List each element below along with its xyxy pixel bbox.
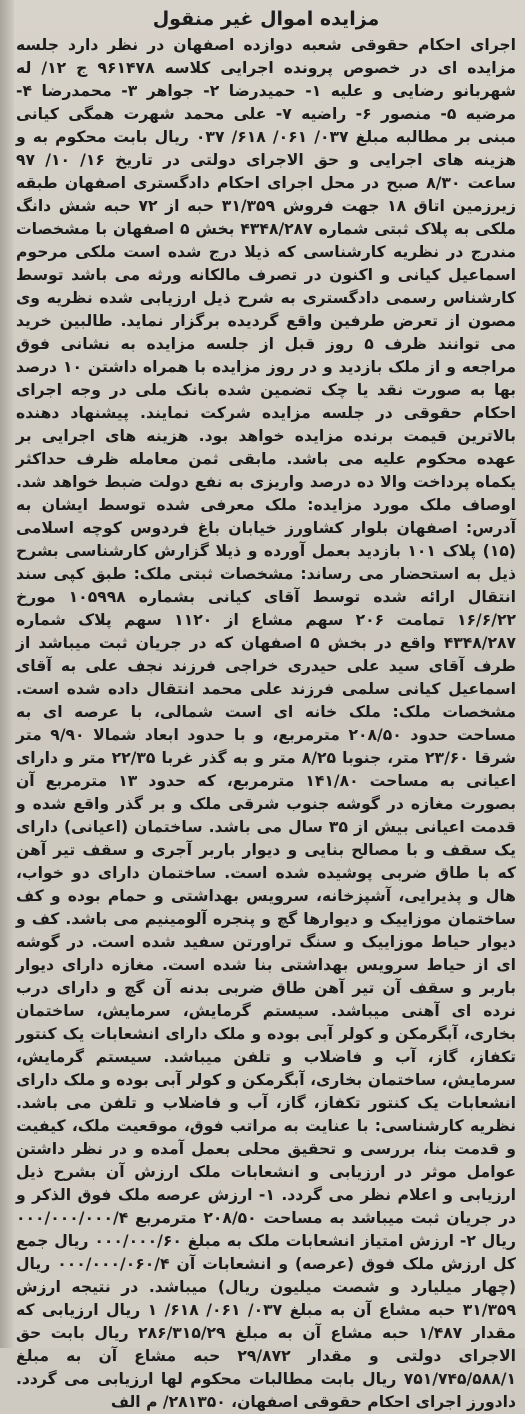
page-edge-shadow (0, 0, 14, 1348)
notice-body: اجرای احکام حقوقی شعبه دوازده اصفهان در نظر دارد جلسه مزایده ای در خصوص پرونده اجرایی کلاسه ۹۶۱۴۷۸ ج ۱۲/ له شهربانو رضایی و علیه ۱- حمیدرضا ۲- جواهر ۳- محمدرضا ۴- مرضیه ۵- منصور ۶- راضیه ۷- علی محمد شهرت همگی کیانی مبنی بر مطالبه مبلغ ۰۳۷/ ۰۶۱/ ۶۱۸/ ۰۳۷ ریال بابت محکوم به و هزینه های اجرایی و حق الاجرای دولتی در تاریخ ۱۶/ ۱۰/ ۹۷ ساعت ۸/۳۰ صبح در محل اجرای احکام دادگستری اصفهان طبقه زیرزمین اتاق ۱۸ جهت فروش ۳۱/۳۵۹ حبه از ۷۲ حبه شش دانگ ملکی به پلاک ثبتی شماره ۴۳۴۸/۲۸۷ بخش ۵ اصفهان با مشخصات مندرج در نظریه کارشناسی که ذیلا درج شده است ملکی مرحوم اسماعیل کیانی و اکنون در تصرف مالکانه ورثه می باشد توسط کارشناس رسمی دادگستری به شرح ذیل ارزیابی شده نظریه وی مصون از تعرض طرفین واقع گردیده برگزار نماید. طالبین خرید می توانند ظرف ۵ روز قبل از جلسه مزایده به نشانی فوق مراجعه و از ملک بازدید و در روز مزایده با همراه داشتن ۱۰ درصد بها به صورت نقد یا چک تضمین شده بانک ملی در وجه اجرای احکام حقوقی در جلسه مزایده شرکت نمایند. پیشنهاد دهنده بالاترین قیمت برنده مزایده خواهد بود. هزینه های اجرایی بر عهده محکوم علیه می باشد. مابقی ثمن معامله ظرف حداکثر یکماه پرداخت والا ده درصد واریزی به نفع دولت ضبط خواهد شد. اوصاف ملک مورد مزایده: ملک معرفی شده توسط ایشان به آدرس: اصفهان بلوار کشاورز خیابان باغ فردوس کوچه اسلامی (۱۵) پلاک ۱۰۱ بازدید بعمل آورده و ذیلا گزارش کارشناسی بشرح ذیل به استحضار می رساند: مشخصات ثبتی ملک: طبق کپی سند انتقال ارائه شده توسط آقای کیانی بشماره ۱۰۵۹۹۸ مورخ ۱۶/۶/۲۲ تمامت ۲۰۶ سهم مشاع از ۱۱۲۰ سهم پلاک شماره ۴۳۴۸/۲۸۷ واقع در بخش ۵ اصفهان که در جریان ثبت میباشد از طرف آقای سید علی حیدری خراجی فرزند نجف علی به آقای اسماعیل کیانی سلمی فرزند علی محمد انتقال داده شده است. مشخصات ملک: ملک خانه ای است شمالی، با عرصه ای به مساحت حدود ۲۰۸/۵۰ مترمربع، و با حدود ابعاد شمالا ۹/۹۰ متر شرقا ۲۳/۶۰ متر، جنوبا ۸/۲۵ متر و به گذر غربا ۲۲/۳۵ متر و دارای اعیانی به مساحت ۱۴۱/۸۰ مترمربع، که حدود ۱۳ مترمربع آن بصورت مغازه در گوشه جنوب شرقی ملک و بر گذر واقع شده و قدمت اعیانی بیش از ۳۵ سال می باشد. ساختمان (اعیانی) دارای یک سقف و با مصالح بنایی و دیوار باربر آجری و سقف تیر آهن که با طاق ضربی پوشیده شده است. ساختمان دارای دو خواب، هال و پذیرایی، آشپزخانه، سرویس بهداشتی و حمام بوده و کف ساختمان موزاییک و دیوارها گچ و پنجره آلومینیم می باشد. کف و دیوار حیاط موزاییک و سنگ تراورتن سفید شده است. در گوشه ای از حیاط سرویس بهداشتی بنا شده است. مغازه دارای دیوار باربر و سقف آن تیر آهن طاق ضربی بدنه آن گچ و دارای درب نرده ای آهنی میباشد. سیستم گرمایش، سرمایش، ساختمان بخاری، آبگرمکن و کولر آبی بوده و ملک دارای انشعابات یک کنتور تکفاز، گاز، آب و فاضلاب و تلفن میباشد. سیستم گرمایش، سرمایش، ساختمان بخاری، آبگرمکن و کولر آبی بوده و ملک دارای انشعابات یک کنتور تکفاز، گاز، آب و فاضلاب و تلفن می باشد. نظریه کارشناسی: با عنایت به مراتب فوق، موقعیت ملک، کیفیت و قدمت بنا، بررسی و تحقیق محلی بعمل آمده و در نظر داشتن عوامل موثر در ارزیابی و انشعابات ملک ارزش آن بشرح ذیل ارزیابی و اعلام نظر می گردد. ۱- ارزش عرصه ملک فوق الذکر و در جریان ثبت میباشد به مساحت ۲۰۸/۵۰ مترمربع ۰۰۰/۰۰۰/۰۰۰/۴ ریال ۲- ارزش امتیاز انشعابات ملک به مبلغ ۰۰۰/۰۰۰/۶۰ ریال جمع کل ارزش ملک فوق (عرصه) و انشعابات آن ۰۰۰/۰۰۰/۰۶۰/۴ ریال (چهار میلیارد و شصت میلیون ریال) میباشد. در نتیجه ارزش ۳۱/۳۵۹ حبه مشاع آن به مبلغ ۰۳۷/ ۰۶۱/ ۶۱۸/ ۱ ریال ارزیابی که مقدار ۱/۴۸۷ حبه مشاع آن به مبلغ ۲۸۶/۳۱۵/۲۹ ریال بابت حق الاجرای دولتی و مقدار ۲۹/۸۷۲ حبه مشاع آن به مبلغ ۷۵۱/۷۴۵/۵۸۸/۱ ریال بابت مطالبات محکوم لها ارزیابی می گردد. دادورز اجرای احکام حقوقی اصفهان، ۲۸۱۳۵۰/ م الف (16, 36, 517, 1411)
auction-notice (16, 8, 516, 1414)
notice-title: مزایده اموال غیر منقول (152, 8, 380, 30)
